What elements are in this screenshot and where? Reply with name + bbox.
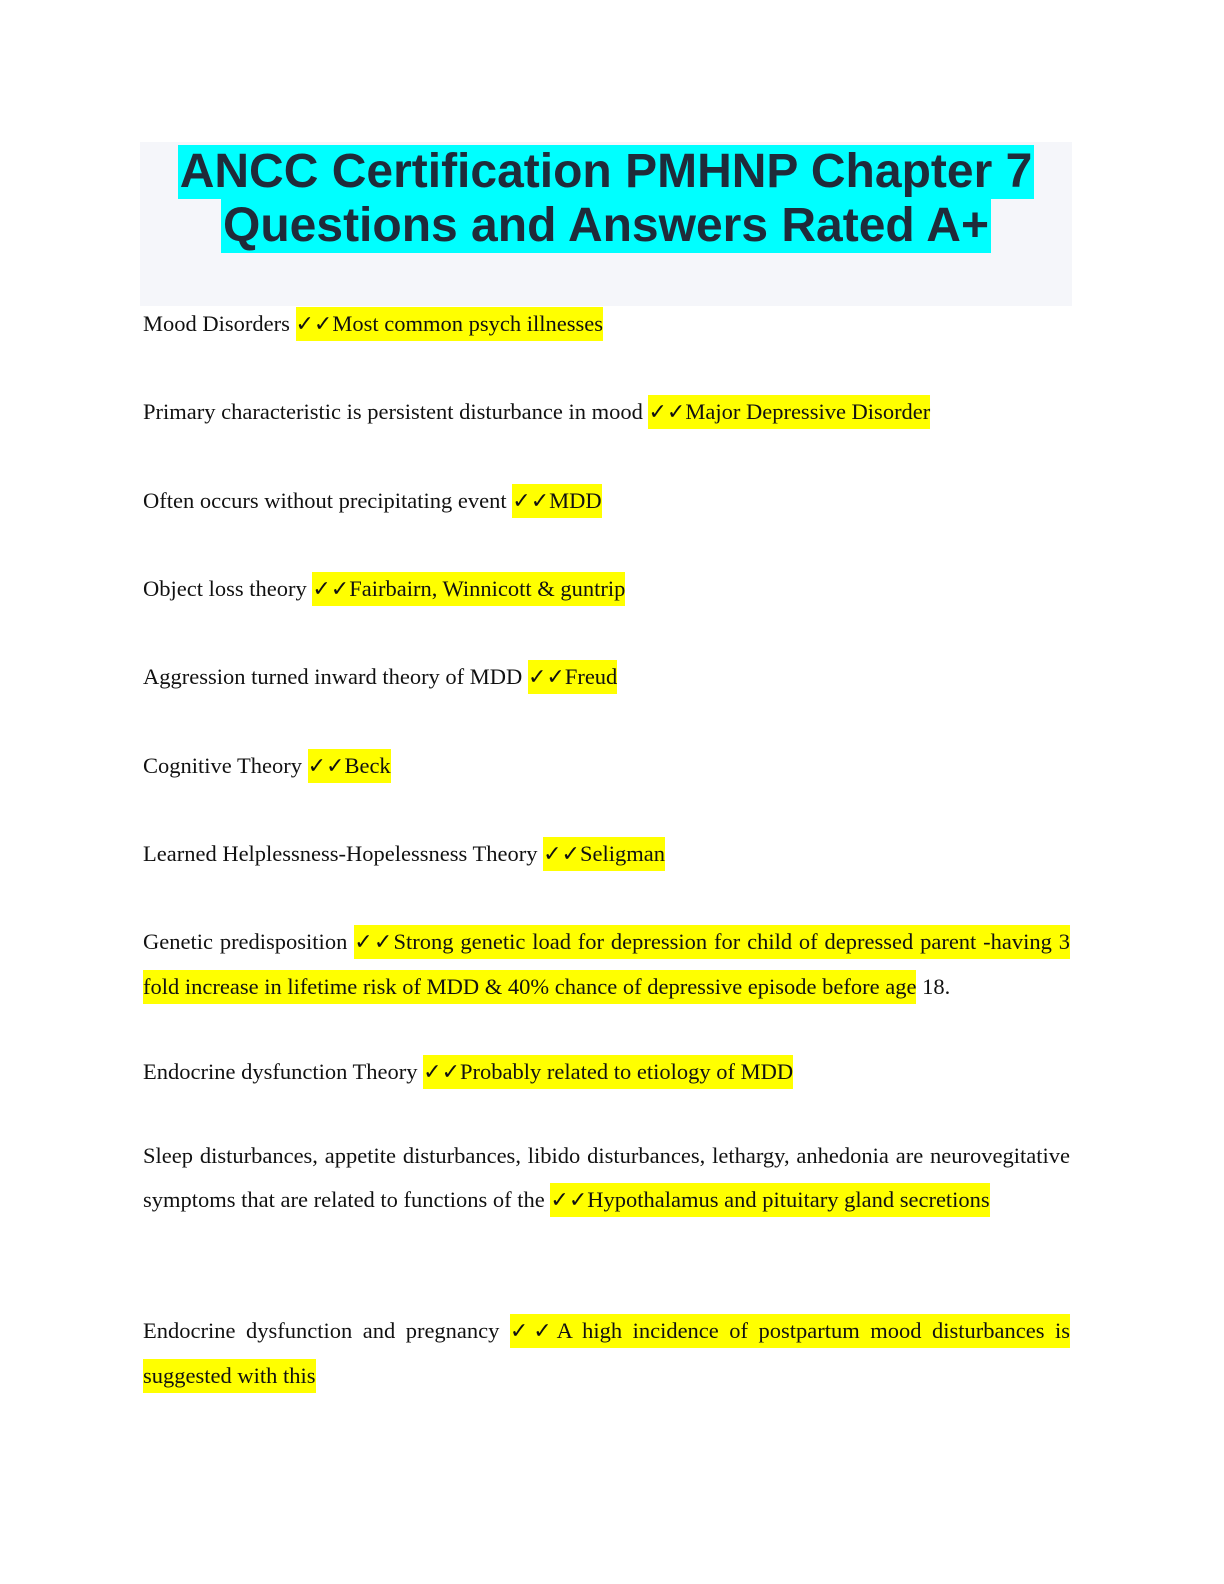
qa-entry [143, 1050, 1070, 1095]
answer-highlight [423, 1055, 793, 1089]
question-text: Mood Disorders [143, 311, 290, 336]
answer-highlight [648, 395, 930, 429]
check-icon: ✓✓ [423, 1060, 461, 1085]
question-text: Aggression turned inward theory of MDD [143, 664, 523, 689]
check-icon: ✓✓ [648, 400, 686, 425]
answer-highlight [550, 1183, 989, 1217]
answer-highlight [528, 660, 617, 694]
qa-entry [143, 744, 1070, 789]
answer-highlight [296, 307, 604, 341]
qa-entry [143, 567, 1070, 612]
qa-entry [143, 920, 1070, 1009]
question-text: Object loss theory [143, 576, 307, 601]
answer-text: Probably related to etiology of MDD [460, 1059, 794, 1084]
answer-highlight [312, 572, 625, 606]
answer-text: Most common psych illnesses [332, 311, 603, 336]
page-title-line-2: Questions and Answers Rated A+ [223, 199, 989, 252]
qa-entry [143, 655, 1070, 700]
answer-text: Seligman [579, 841, 665, 866]
check-icon: ✓✓ [509, 1319, 557, 1344]
check-icon: ✓✓ [354, 930, 394, 955]
check-icon: ✓✓ [550, 1188, 588, 1213]
answer-highlight [308, 749, 391, 783]
answer-text: Fairbairn, Winnicott & guntrip [349, 576, 626, 601]
check-icon: ✓✓ [295, 312, 333, 337]
answer-text: Beck [344, 753, 391, 778]
question-text: Genetic predisposition [143, 929, 348, 954]
question-text: Learned Helplessness-Hopelessness Theory [143, 841, 538, 866]
question-text: Sleep disturbances, appetite disturbances, libido disturbances, lethargy, anhedonia are neurovegitative symptoms that are related to functions of the [143, 1143, 1070, 1212]
question-text: Primary characteristic is persistent disturbance in mood [143, 399, 643, 424]
question-text: Endocrine dysfunction Theory [143, 1059, 418, 1084]
answer-text: Freud [564, 664, 618, 689]
qa-entry [143, 479, 1070, 524]
qa-entry [143, 832, 1070, 877]
qa-entry [143, 302, 1070, 347]
check-icon: ✓✓ [527, 665, 565, 690]
qa-entry [143, 1309, 1070, 1398]
check-icon: ✓✓ [543, 842, 580, 867]
question-text: Endocrine dysfunction and pregnancy [143, 1318, 500, 1343]
answer-text: A high incidence of postpartum mood disturbances is suggested with this [143, 1318, 1071, 1388]
trailing-text: 18. [916, 974, 951, 999]
page-title-line-1: ANCC Certification PMHNP Chapter 7 [179, 145, 1033, 198]
answer-text: Major Depressive Disorder [685, 399, 931, 424]
answer-highlight [512, 484, 601, 518]
answer-highlight [543, 837, 665, 871]
qa-entry [143, 1134, 1070, 1223]
answer-text: Hypothalamus and pituitary gland secretions [587, 1187, 990, 1212]
answer-text: Strong genetic load for depression for child of depressed parent -having 3 fold increase in lifetime risk of MDD & 40% chance of depressive episode before age [143, 929, 1071, 999]
check-icon: ✓✓ [307, 754, 345, 779]
title-box [140, 142, 1072, 306]
question-text: Cognitive Theory [143, 753, 302, 778]
check-icon: ✓✓ [512, 489, 550, 514]
check-icon: ✓✓ [312, 577, 350, 602]
question-text: Often occurs without precipitating event [143, 488, 507, 513]
qa-entry [143, 390, 1070, 435]
answer-text: MDD [549, 488, 602, 513]
